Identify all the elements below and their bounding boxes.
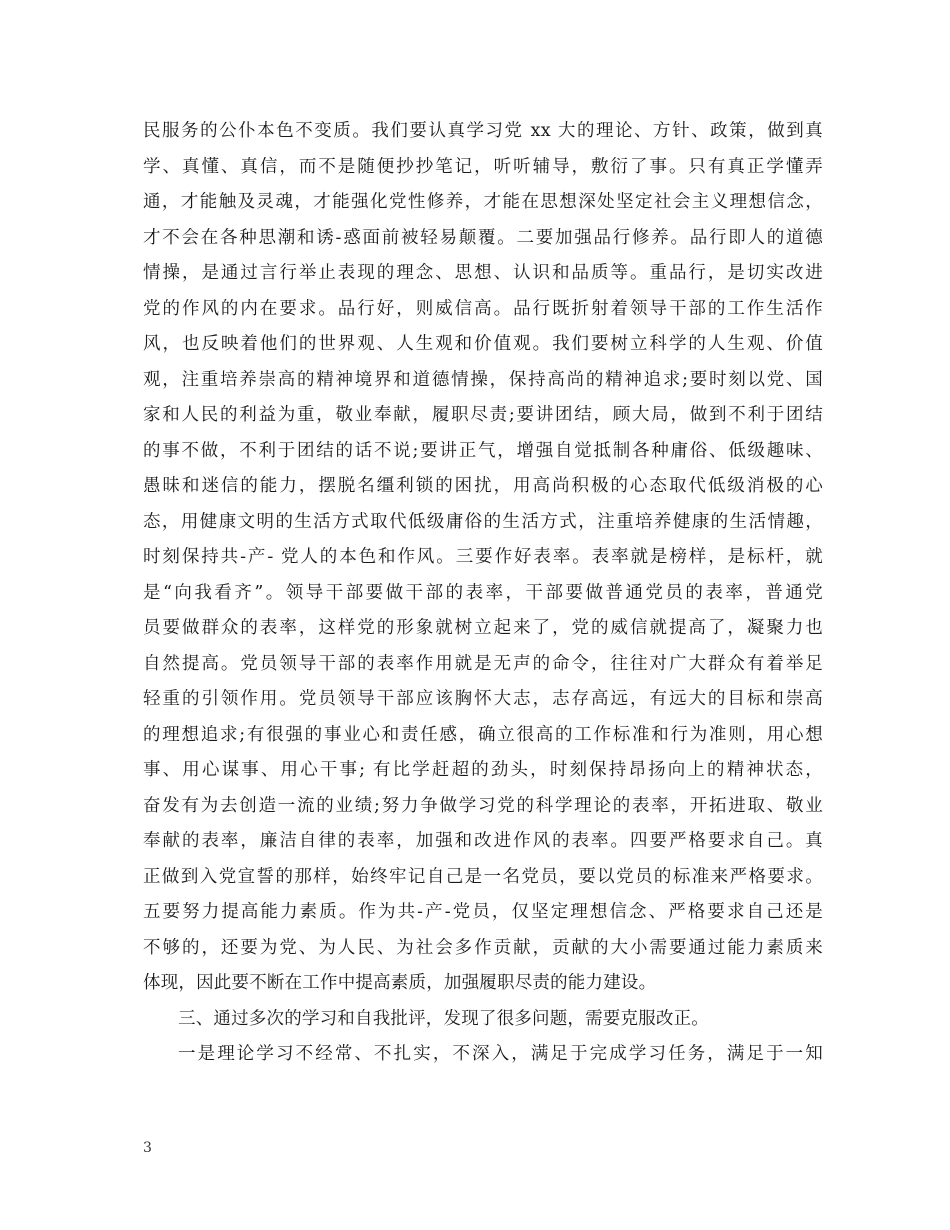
text-line: 奉献的表率，廉洁自律的表率，加强和改进作风的表率。四要严格要求自己。真 [143,831,823,851]
text-line: 的理想追求;有很强的事业心和责任感，确立很高的工作标准和行为准则，用心想 [143,724,823,745]
text-line: 时刻保持共-产- 党人的本色和作风。三要作好表率。表率就是榜样，是标杆，就 [143,547,823,567]
text-line: 奋发有为去创造一流的业绩;努力争做学习党的科学理论的表率，开拓进取、敬业 [143,795,823,816]
text-line: 党的作风的内在要求。品行好，则威信高。品行既折射着领导干部的工作生活作 [143,298,823,319]
text-line: 一是理论学习不经常、不扎实，不深入，满足于完成学习任务，满足于一知 [178,1044,823,1064]
text-line: 态，用健康文明的生活方式取代低级庸俗的生活方式，注重培养健康的生活情趣， [143,511,823,532]
text-line: 风，也反映着他们的世界观、人生观和价值观。我们要树立科学的人生观、价值 [143,334,823,354]
body-text [143,114,823,1073]
text-line: 才不会在各种思潮和诱-惑面前被轻易颠覆。二要加强品行修养。品行即人的道德 [143,227,823,248]
text-line: 不够的，还要为党、为人民、为社会多作贡献，贡献的大小需要通过能力素质来 [143,937,823,958]
text-line: 员要做群众的表率，这样党的形象就树立起来了，党的威信就提高了，凝聚力也 [143,618,823,638]
page-number: 3 [143,1140,152,1156]
text-line: 观，注重培养崇高的精神境界和道德情操，保持高尚的精神追求;要时刻以党、国 [143,369,823,390]
text-line: 事、用心谋事、用心干事; 有比学赶超的劲头，时刻保持昂扬向上的精神状态， [143,760,823,780]
text-line: 愚昧和迷信的能力，摆脱名缰利锁的困扰，用高尚积极的心态取代低级消极的心 [143,476,823,496]
text-line: 家和人民的利益为重，敬业奉献，履职尽责;要讲团结，顾大局，做到不利于团结 [143,405,823,425]
text-line: 通，才能触及灵魂，才能强化党性修养，才能在思想深处坚定社会主义理想信念， [143,192,823,212]
text-line: 学、真懂、真信，而不是随便抄抄笔记，听听辅导，敷衍了事。只有真正学懂弄 [143,156,823,177]
text-line: 的事不做，不利于团结的话不说;要讲正气，增强自觉抵制各种庸俗、低级趣味、 [143,440,823,461]
text-line: 五要努力提高能力素质。作为共-产-党员，仅坚定理想信念、严格要求自己还是 [143,902,823,922]
text-line: 正做到入党宣誓的那样，始终牢记自己是一名党员，要以党员的标准来严格要求。 [143,866,823,887]
text-line: 体现，因此要不断在工作中提高素质，加强履职尽责的能力建设。 [143,973,657,993]
text-line: 轻重的引领作用。党员领导干部应该胸怀大志，志存高远，有远大的目标和崇高 [143,689,823,709]
text-line: 是“向我看齐”。领导干部要做干部的表率，干部要做普通党员的表率，普通党 [143,582,823,603]
text-line: 民服务的公仆本色不变质。我们要认真学习党 xx 大的理论、方针、政策，做到真 [143,121,823,141]
text-line: 自然提高。党员领导干部的表率作用就是无声的命令，往往对广大群众有着举足 [143,653,823,674]
text-line: 情操，是通过言行举止表现的理念、思想、认识和品质等。重品行，是切实改进 [143,263,823,283]
section-heading: 三、通过多次的学习和自我批评，发现了很多问题，需要克服改正。 [178,1008,709,1029]
